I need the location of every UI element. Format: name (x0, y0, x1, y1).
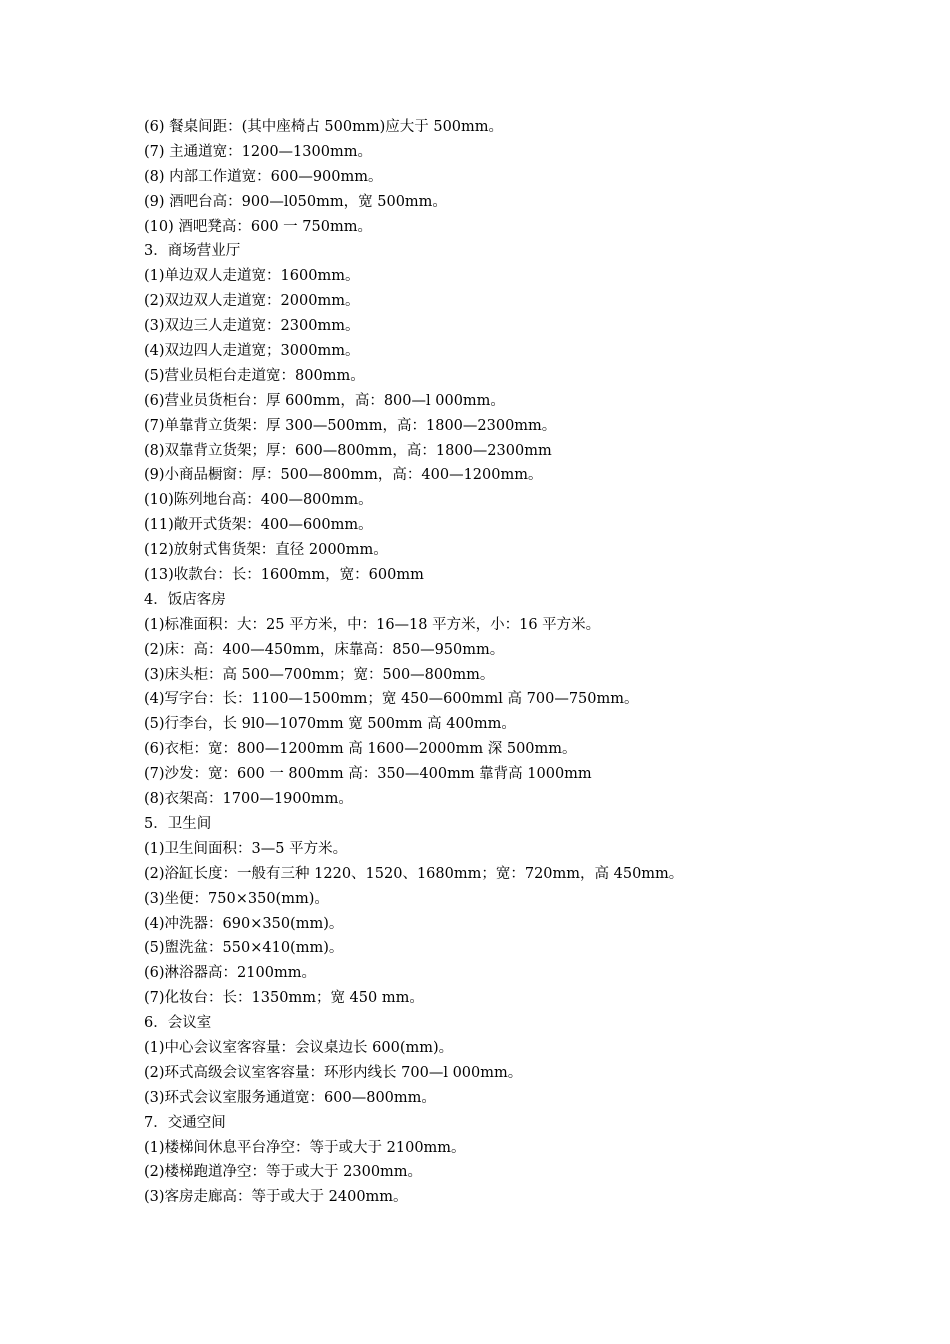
list-item: (5)营业员柜台走道宽：800mm。 (144, 367, 365, 384)
document-page (144, 115, 924, 1210)
section-heading: 4．饭店客房 (144, 591, 226, 608)
list-item: (10) 酒吧凳高：600 一 750mm。 (144, 218, 372, 235)
list-item: (1)中心会议室客容量：会议桌边长 600(mm)。 (144, 1039, 454, 1056)
section-heading: 7．交通空间 (144, 1114, 226, 1131)
list-item: (8) 内部工作道宽：600—900mm。 (144, 168, 383, 185)
list-item: (5)行李台，长 9l0—1070mm 宽 500mm 高 400mm。 (144, 716, 516, 733)
section-heading: 6．会议室 (144, 1015, 212, 1032)
list-item: (6)衣柜：宽：800—1200mm 高 1600—2000mm 深 500mm。 (144, 741, 577, 758)
section-heading: 5．卫生间 (144, 815, 212, 832)
list-item: (1)卫生间面积：3—5 平方米。 (144, 840, 348, 857)
list-item: (2)环式高级会议室客容量：环形内线长 700—l 000mm。 (144, 1064, 523, 1081)
list-item: (2)双边双人走道宽：2000mm。 (144, 293, 360, 310)
list-item: (8)衣架高：1700—1900mm。 (144, 791, 353, 808)
list-item: (4)双边四人走道宽；3000mm。 (144, 343, 360, 360)
list-item: (3)客房走廊高：等于或大于 2400mm。 (144, 1189, 408, 1206)
list-item: (7)单靠背立货架：厚 300—500mm，高：1800—2300mm。 (144, 417, 557, 434)
list-item: (7)化妆台：长：1350mm；宽 450 mm。 (144, 990, 424, 1007)
list-item: (2)床：高：400—450mm，床靠高：850—950mm。 (144, 641, 505, 658)
list-item: (1)单边双人走道宽：1600mm。 (144, 268, 360, 285)
list-item: (3)床头柜：高 500—700mm；宽：500—800mm。 (144, 666, 495, 683)
list-item: (6)营业员货柜台：厚 600mm，高：800—l 000mm。 (144, 392, 505, 409)
list-item: (4)写字台：长：1100—1500mm；宽 450—600mml 高 700—750mm。 (144, 691, 639, 708)
list-item: (2)楼梯跑道净空：等于或大于 2300mm。 (144, 1164, 423, 1181)
list-item: (5)盥洗盆：550×410(mm)。 (144, 940, 344, 957)
list-item: (8)双靠背立货架；厚：600—800mm，高：1800—2300mm (144, 442, 552, 459)
list-item: (13)收款台：长：1600mm，宽：600mm (144, 567, 424, 584)
list-item: (3)坐便：750×350(mm)。 (144, 890, 329, 907)
list-item: (9) 酒吧台高：900—l050mm，宽 500mm。 (144, 193, 447, 210)
list-item: (10)陈列地台高：400—800mm。 (144, 492, 373, 509)
list-item: (1)标准面积：大：25 平方米，中：16—18 平方米，小：16 平方米。 (144, 616, 601, 633)
list-item: (3)环式会议室服务通道宽：600—800mm。 (144, 1089, 436, 1106)
list-item: (6) 餐桌间距：(其中座椅占 500mm)应大于 500mm。 (144, 119, 504, 135)
list-item: (3)双边三人走道宽：2300mm。 (144, 318, 360, 335)
section-heading: 3．商场营业厅 (144, 243, 241, 260)
list-item: (1)楼梯间休息平台净空：等于或大于 2100mm。 (144, 1139, 466, 1156)
list-item: (4)冲洗器：690×350(mm)。 (144, 915, 344, 932)
list-item: (11)敞开式货架：400—600mm。 (144, 517, 373, 534)
list-item: (7) 主通道宽：1200—1300mm。 (144, 143, 372, 160)
list-item: (9)小商品橱窗：厚：500—800mm，高：400—1200mm。 (144, 467, 543, 484)
list-item: (6)淋浴器高：2100mm。 (144, 965, 316, 982)
list-item: (2)浴缸长度：一般有三种 1220、1520、1680mm；宽：720mm，高 450mm。 (144, 865, 684, 882)
list-item: (12)放射式售货架：直径 2000mm。 (144, 542, 388, 559)
list-item: (7)沙发：宽：600 一 800mm 高：350—400mm 靠背高 1000mm (144, 766, 592, 783)
